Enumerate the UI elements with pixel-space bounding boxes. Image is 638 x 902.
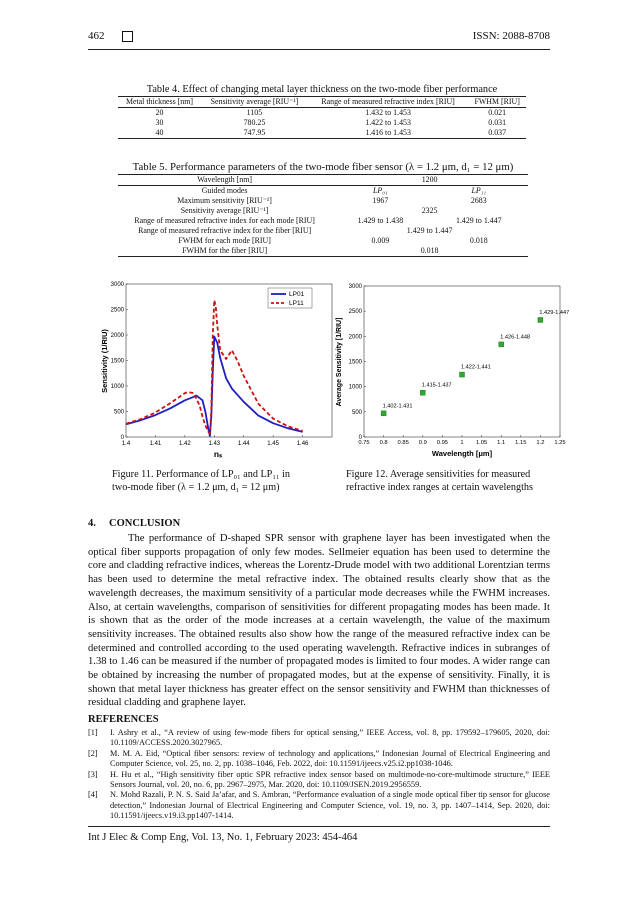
table-cell: 2683	[470, 196, 487, 205]
x-tick-label: 1.42	[179, 441, 191, 447]
x-tick-label: 1.4	[121, 441, 131, 447]
point-label: 1.426-1.448	[500, 334, 531, 341]
table-cell: 0.018	[469, 236, 488, 245]
x-tick-label: 1.05	[475, 440, 488, 446]
table4-col-header: FWHM [RIU]	[474, 97, 520, 106]
table-cell: 30	[155, 118, 164, 127]
table-row	[118, 175, 528, 186]
reference-item	[88, 790, 550, 821]
footer-rule	[88, 826, 550, 827]
caption-line: two-mode fiber (λ = 1.2 μm, d₁ = 12 μm)	[112, 482, 280, 493]
section-heading-conclusion: 4. CONCLUSION	[88, 518, 181, 529]
table-row	[118, 118, 526, 128]
table-cell: 1200	[421, 175, 438, 184]
table4-caption: Table 4. Effect of changing metal layer thickness on the two-mode fiber performance	[146, 84, 498, 95]
x-tick-label: 0.95	[436, 440, 449, 446]
scatter-point	[538, 317, 543, 322]
y-tick-label: 3000	[110, 282, 124, 288]
table-cell: 0.037	[488, 128, 507, 137]
table-cell: 1.429 to 1.447	[456, 216, 502, 225]
chart-legend	[268, 288, 312, 308]
table-cell: 0.018	[420, 246, 439, 255]
page-number: 462	[88, 30, 105, 42]
table-cell: LP₁₁	[471, 186, 487, 195]
y-axis-label: Sensitivity (1/RIU)	[100, 329, 109, 393]
reference-text: I. Ashry et al., “A review of using few-mode fibers for optical sensing,” IEEE Access, vol. 8, pp. 179592–179605, 2020, doi: 10.1109/ACCESS.2020.3027965.	[110, 728, 550, 748]
table-cell: Wavelength [nm]	[197, 175, 252, 184]
y-tick-label: 500	[351, 409, 362, 416]
conclusion-paragraph: The performance of D-shaped SPR sensor with graphene layer has been investigated when the optical fiber supports propagation of only few modes. Sellmeier equation has been used to determine the core and cladding refractive indices, whereas the Lorentz-Drude model with two additional Lorentzian terms has been used to determine the metal refractive index. The obtained results clearly show that as the wavelength decreases, the maximum sensitivity of a particular mode decreases while the FWHM increases. Also, at certain wavelengths, comparison of sensitivities for different propagating modes has been made. It is shown that as the order of the mode increases at a certain wavelength, the value of the maximum sensitivity increases. The obtained results also show how the range of the measured refractive index can be determined and controlled according to the used operating wavelength. Refractive indices in subranges of 1.38 to 1.46 can be measured if the number of propagated modes is limited to four modes. A wider range can be obtained by increasing the number of propagated modes, but at the expense of sensitivity. Finally, it is shown that metal layer thickness has greater effect on the sensor sensitivity and FWHM than thicknesses of residual cladding and graphene layer.	[88, 533, 550, 709]
x-tick-label: 1.2	[536, 440, 545, 446]
y-axis-label: Average Sensitivity [1/RIU]	[336, 317, 343, 407]
table-row	[118, 128, 526, 139]
table-cell: 2325	[421, 206, 438, 215]
x-axis-label: Wavelength [μm]	[431, 449, 493, 458]
table-row	[118, 246, 528, 257]
x-tick-label: 1.25	[554, 440, 566, 446]
table-cell: Range of measured refractive index for the fiber [RIU]	[138, 226, 312, 235]
table-row	[118, 216, 528, 226]
table-cell: 0.021	[488, 108, 507, 117]
table5	[118, 174, 528, 257]
table4-col-header: Sensitivity average [RIU⁻¹]	[210, 97, 299, 106]
point-label: 1.429-1.447	[539, 309, 570, 316]
y-tick-label: 1000	[348, 384, 362, 391]
table-cell: 1.432 to 1.453	[365, 108, 411, 117]
reference-text: H. Hu et al., “High sensitivity fiber optic SPR refractive index sensor based on multimode-no-core-multimode structure,” IEEE Sensors Journal, vol. 20, no. 6, pp. 2967–2975, Mar. 2020, doi: 10.1109/JSEN.2019.2956559.	[110, 769, 550, 790]
figure11-line-chart	[98, 278, 334, 460]
table5-caption: Table 5. Performance parameters of the two-mode fiber sensor (λ = 1.2 μm, d₁ = 12 μm)	[132, 161, 514, 173]
x-tick-label: 1.46	[296, 441, 309, 447]
table-cell: 1.422 to 1.453	[365, 118, 411, 127]
legend-label-lp11: LP11	[289, 300, 304, 307]
x-tick-label: 0.75	[358, 440, 370, 446]
y-tick-label: 1500	[348, 359, 362, 366]
figure11-caption	[112, 468, 332, 494]
x-tick-label: 1.43	[208, 441, 221, 447]
table-row	[118, 196, 528, 206]
scatter-point	[420, 390, 425, 395]
table-cell: 1967	[372, 196, 389, 205]
y-tick-label: 1000	[110, 384, 124, 390]
y-tick-label: 1500	[110, 358, 124, 365]
table-cell: 1105	[246, 108, 263, 117]
journal-issn: ISSN: 2088-8708	[472, 30, 550, 42]
table-row	[118, 236, 528, 246]
table4	[118, 96, 526, 139]
x-tick-label: 1.1	[497, 440, 506, 446]
table-cell: 780.25	[243, 118, 266, 127]
x-tick-label: 0.85	[397, 440, 409, 446]
table-cell: FWHM for each mode [RIU]	[178, 236, 271, 245]
table-cell: 0.031	[488, 118, 507, 127]
reference-number: [4]	[88, 790, 98, 800]
table-row	[118, 108, 526, 119]
reference-number: [3]	[88, 769, 98, 779]
table-cell: 1.429 to 1.438	[357, 216, 404, 225]
y-tick-label: 2000	[110, 333, 124, 339]
scatter-point	[381, 411, 386, 416]
x-tick-label: 0.8	[379, 440, 388, 446]
caption-line: Figure 12. Average sensitivities for measured	[346, 469, 531, 480]
table4-header-row	[118, 97, 526, 108]
references-list	[88, 728, 550, 822]
figure12-caption	[346, 468, 566, 494]
figure12-scatter-chart	[330, 280, 570, 462]
x-tick-label: 1	[460, 440, 464, 446]
table4-col-header: Metal thickness [nm]	[125, 97, 193, 106]
reference-text: M. M. A. Eid, “Optical fiber sensors: review of technology and applications,” Indonesian Journal of Electrical Engineering and Computer Science, vol. 25, no. 2, pp. 1038–1046, Feb. 2022, doi: 10.11591/ijeecs.v25.i2.pp1038-1046.	[110, 748, 550, 769]
table-cell: 20	[155, 108, 164, 117]
x-tick-label: 1.45	[267, 441, 279, 447]
reference-item	[88, 749, 550, 770]
table-row	[118, 226, 528, 236]
scatter-point	[460, 372, 465, 377]
y-tick-label: 2500	[110, 307, 124, 314]
table-cell: 40	[155, 128, 164, 137]
table-row	[118, 186, 528, 197]
reference-number: [1]	[88, 728, 98, 737]
y-tick-label: 0	[120, 435, 124, 441]
y-tick-label: 2000	[348, 334, 362, 341]
table-cell: 0.009	[371, 236, 390, 245]
table-cell: Maximum sensitivity [RIU⁻¹]	[177, 196, 272, 205]
table-row	[118, 206, 528, 216]
x-tick-label: 1.15	[515, 440, 527, 446]
table-cell: Sensitivity average [RIU⁻¹]	[180, 206, 269, 215]
checkbox-icon	[122, 31, 133, 42]
y-tick-label: 500	[113, 409, 124, 416]
point-label: 1.422-1.441	[461, 364, 491, 371]
y-tick-label: 0	[358, 435, 362, 441]
point-label: 1.415-1.437	[421, 382, 452, 389]
table4-col-header: Range of measured refractive index [RIU]	[321, 97, 455, 106]
header-rule	[88, 49, 550, 50]
footer-citation: Int J Elec & Comp Eng, Vol. 13, No. 1, February 2023: 454-464	[88, 832, 358, 843]
table-cell: FWHM for the fiber [RIU]	[182, 246, 268, 255]
x-axis-label: nₛ	[213, 449, 223, 459]
table-cell: 747.95	[243, 128, 266, 137]
plot-frame	[364, 286, 560, 437]
point-label: 1.402-1.431	[382, 403, 413, 410]
conclusion-body	[88, 532, 550, 710]
y-tick-label: 3000	[348, 284, 362, 290]
legend-label-lp01: LP01	[289, 291, 305, 298]
table4-block	[118, 84, 526, 139]
x-tick-label: 1.41	[149, 441, 162, 447]
table-cell: Guided modes	[201, 186, 248, 195]
x-tick-label: 1.44	[237, 441, 250, 447]
table-cell: 1.416 to 1.453	[365, 128, 411, 137]
x-tick-label: 0.9	[418, 440, 427, 446]
reference-item	[88, 728, 550, 749]
table5-block	[118, 161, 528, 257]
y-tick-label: 2500	[348, 309, 362, 316]
caption-line: Figure 11. Performance of LP₀₁ and LP₁₁ in	[112, 469, 290, 480]
caption-line: refractive index ranges at certain wavelengths	[346, 482, 533, 493]
references-heading: REFERENCES	[88, 714, 159, 725]
table-cell: LP₀₁	[373, 186, 388, 195]
scatter-point	[499, 342, 504, 347]
table-cell: 1.429 to 1.447	[406, 226, 453, 235]
reference-text: N. Mohd Razali, P. N. S. Said Ja’afar, and S. Ambran, “Performance evaluation of a single mode optical fiber tip sensor for glucose detection,” Indonesian Journal of Electrical Engineering and Computer Science, vol. 19, no. 3, pp. 1407–1414, Sep. 2020, doi: 10.11591/ijeecs.v19.i3.pp1407-1414.	[110, 790, 550, 821]
reference-item	[88, 770, 550, 791]
reference-number: [2]	[88, 748, 98, 758]
table-cell: Range of measured refractive index for each mode [RIU]	[134, 216, 315, 225]
